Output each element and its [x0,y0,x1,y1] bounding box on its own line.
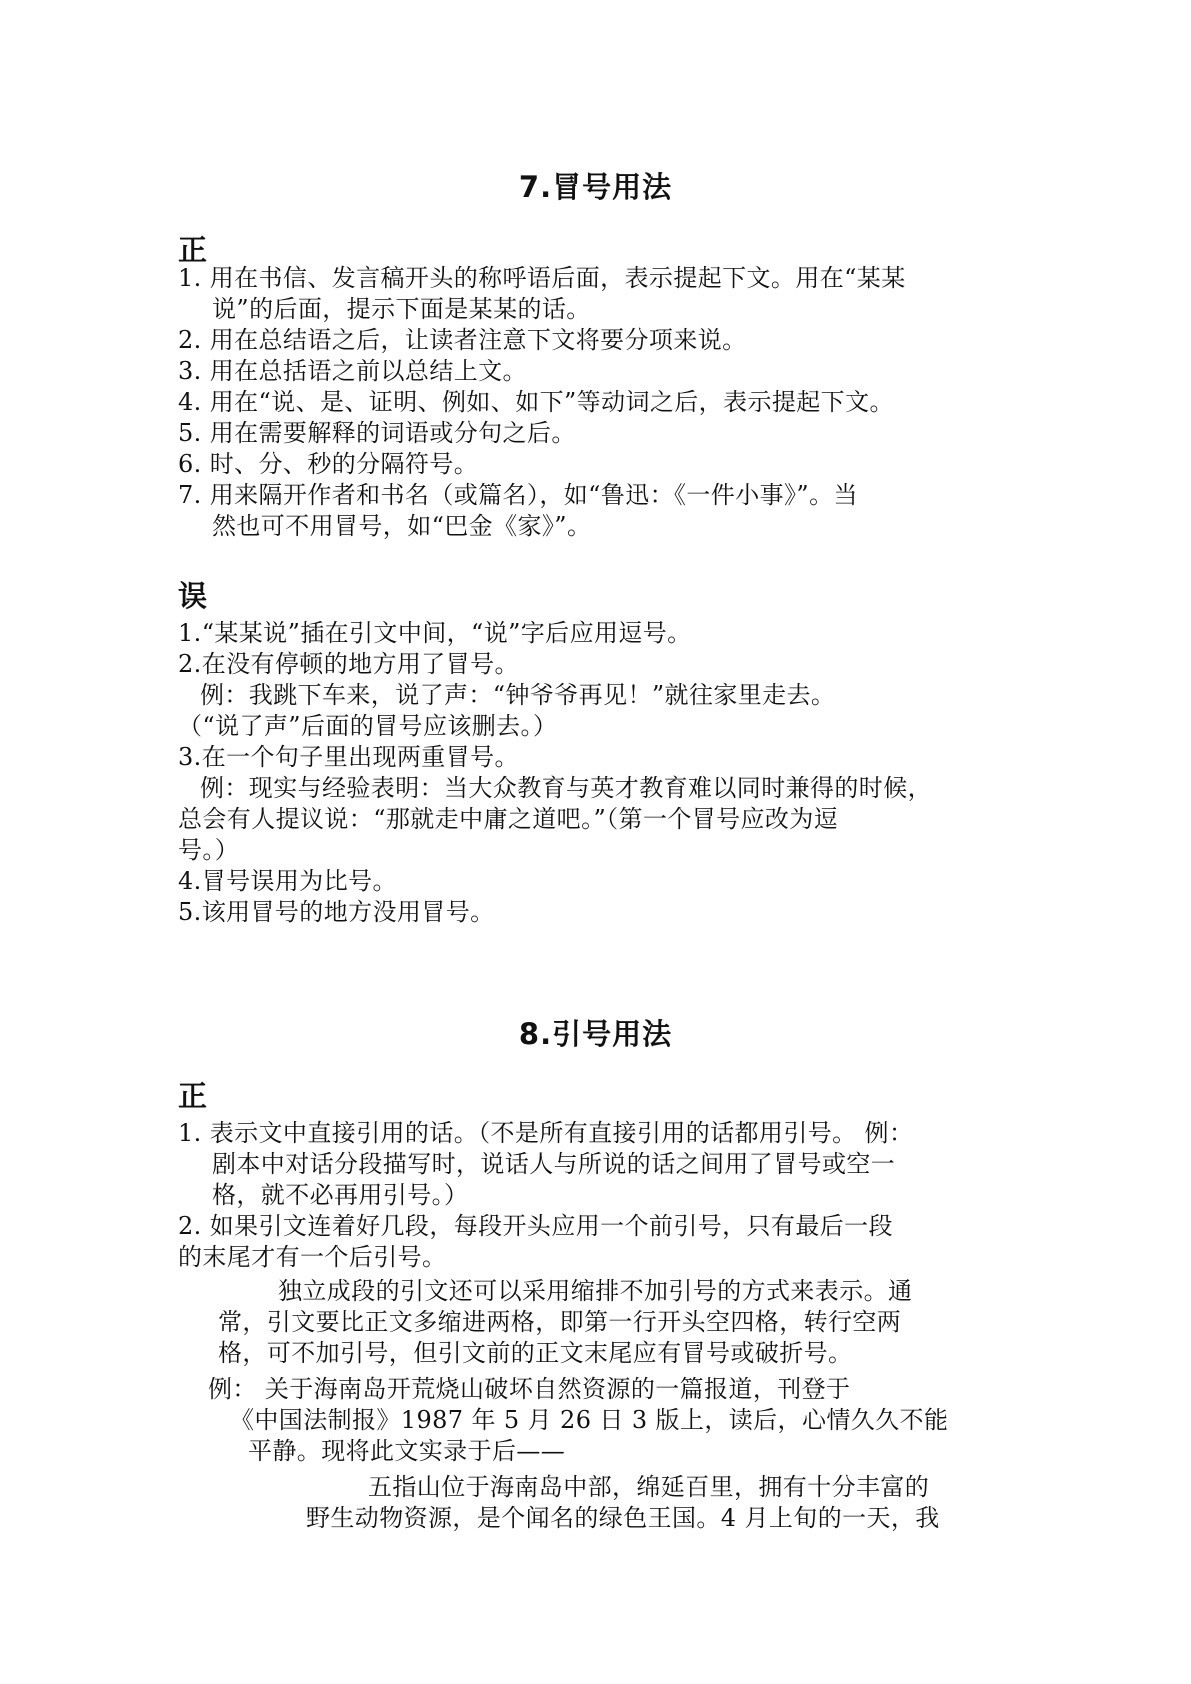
section-8-quote-line: 独立成段的引文还可以采用缩排不加引号的方式来表示。通 [278,1277,913,1305]
section-8-quote-line: 常，引文要比正文多缩进两格，即第一行开头空四格，转行空两 [218,1308,902,1336]
section-8-correct-line: 2. 如果引文连着好几段，每段开头应用一个前引号，只有最后一段 [178,1212,893,1240]
section-8-correct-line: 1. 表示文中直接引用的话。（不是所有直接引用的话都用引号。 例： [178,1119,914,1147]
section-7-wrong-line: 总会有人提议说：“那就走中庸之道吧。”（第一个冒号应改为逗 [178,805,839,833]
section-7-correct-line: 1. 用在书信、发言稿开头的称呼语后面，表示提起下文。用在“某某 [178,264,906,292]
section-7-wrong-label: 误 [178,579,208,613]
section-8-example-line: 例： 关于海南岛开荒烧山破坏自然资源的一篇报道，刊登于 [208,1375,851,1403]
section-7-wrong-line: 5.该用冒号的地方没用冒号。 [178,898,495,926]
section-7-correct-line: 5. 用在需要解释的词语或分句之后。 [178,419,576,447]
section-7-wrong-line: 4.冒号误用为比号。 [178,867,397,895]
section-7-correct-line: 3. 用在总括语之前以总结上文。 [178,357,527,385]
section-7-correct-line: 6. 时、分、秒的分隔符号。 [178,450,479,478]
section-7-correct-line: 2. 用在总结语之后，让读者注意下文将要分项来说。 [178,326,747,354]
section-7-correct-line: 然也可不用冒号，如“巴金《家》”。 [212,512,592,540]
section-8-example-line: 平静。现将此文实录于后—— [248,1437,566,1465]
section-7-correct-line: 7. 用来隔开作者和书名（或篇名），如“鲁迅：《一件小事》”。当 [178,481,858,509]
section-7-correct-line: 说”的后面，提示下面是某某的话。 [212,295,591,323]
section-8-example-line: 野生动物资源，是个闻名的绿色王国。4 月上旬的一天，我 [306,1504,940,1532]
section-8-correct-line: 的末尾才有一个后引号。 [178,1243,447,1271]
section-8-correct-label: 正 [178,1079,208,1113]
section-7-wrong-line: 3.在一个句子里出现两重冒号。 [178,743,519,771]
section-8-title: 8.引号用法 [518,1017,673,1051]
section-7-correct-label: 正 [178,233,208,267]
section-7-wrong-line: 例：现实与经验表明：当大众教育与英才教育难以同时兼得的时候， [200,774,932,802]
section-7-title: 7.冒号用法 [518,170,673,204]
section-7-correct-line: 4. 用在“说、是、证明、例如、如下”等动词之后，表示提起下文。 [178,388,894,416]
section-8-correct-line: 剧本中对话分段描写时，说话人与所说的话之间用了冒号或空一 [212,1150,896,1178]
section-7-wrong-line: （“说了声”后面的冒号应该删去。） [178,712,558,740]
section-7-wrong-line: 号。） [178,836,240,864]
section-8-quote-line: 格，可不加引号，但引文前的正文末尾应有冒号或破折号。 [218,1339,853,1367]
section-7-wrong-line: 例：我跳下车来，说了声：“钟爷爷再见！”就往家里走去。 [200,681,836,709]
section-8-example-line: 《中国法制报》1987 年 5 月 26 日 3 版上，读后，心情久久不能 [230,1406,949,1434]
section-7-wrong-line: 2.在没有停顿的地方用了冒号。 [178,650,519,678]
section-8-correct-line: 格，就不必再用引号。） [212,1181,469,1209]
section-7-wrong-line: 1.“某某说”插在引文中间，“说”字后应用逗号。 [178,619,692,647]
section-8-example-line: 五指山位于海南岛中部，绵延百里，拥有十分丰富的 [368,1473,930,1501]
